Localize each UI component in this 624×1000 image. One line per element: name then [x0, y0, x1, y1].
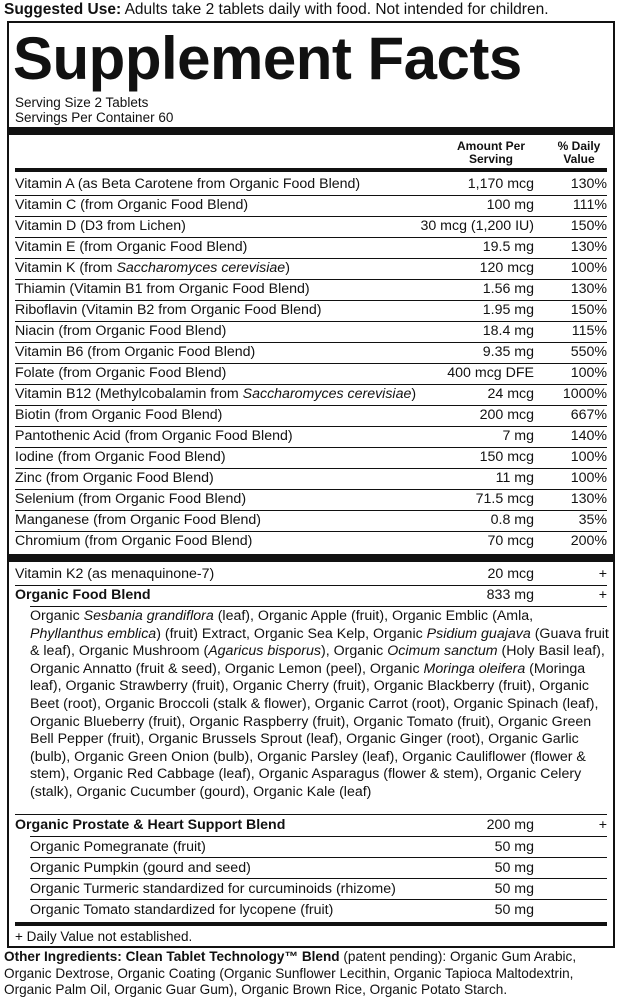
- blend-item-row: [15, 837, 607, 858]
- blend-item-row: [15, 879, 607, 900]
- nutrient-name: Niacin (from Organic Food Blend): [15, 323, 227, 339]
- serving-size: Serving Size 2 Tablets: [15, 95, 149, 110]
- daily-value-header: % Daily Value: [557, 139, 601, 166]
- nutrient-daily-value: 130%: [570, 281, 607, 297]
- ingredient-text: ) (fruit) Extract, Organic Sea Kelp, Organic: [156, 625, 427, 642]
- other-ingredients-text: (patent pending): Organic Gum Arabic, Organic Dextrose, Organic Coating (Organic Sunflower Lecithin, Organic Tapioca Maltodextrin, Organic Palm Oil, Organic Guar Gum), Organic Brown Rice, Organic Potato Starch.: [4, 949, 577, 997]
- nutrient-amount: 1.95 mg: [482, 302, 534, 318]
- blend-item-amount: 50 mg: [494, 881, 534, 897]
- nutrient-name: Vitamin B6 (from Organic Food Blend): [15, 344, 256, 360]
- nutrient-daily-value: 667%: [570, 407, 607, 423]
- nutrient-name: Vitamin E (from Organic Food Blend): [15, 239, 248, 255]
- other-ingredients-label: Other Ingredients: Clean Tablet Technology™ Blend: [4, 949, 340, 964]
- nutrient-daily-value: 100%: [570, 260, 607, 276]
- suggested-use: [4, 0, 620, 19]
- nutrient-name: Vitamin D (D3 from Lichen): [15, 218, 186, 234]
- supplement-facts-panel: [7, 21, 615, 948]
- nutrient-name: Pantothenic Acid (from Organic Food Blend): [15, 428, 293, 444]
- prostate-blend-row: Organic Prostate & Heart Support Blend 200 mg +: [15, 817, 607, 833]
- nutrient-row: [15, 195, 607, 217]
- nutrient-daily-value: 115%: [571, 323, 607, 339]
- nutrient-amount: 150 mcg: [479, 449, 534, 465]
- nutrient-row: [15, 489, 607, 511]
- nutrient-amount: 71.5 mcg: [475, 491, 534, 507]
- nutrient-name: Vitamin K (from Saccharomyces cerevisiae): [15, 260, 290, 276]
- nutrient-row: [15, 447, 607, 469]
- nutrient-amount: 7 mg: [502, 428, 534, 444]
- nutrient-name: Vitamin C (from Organic Food Blend): [15, 197, 249, 213]
- nutrient-amount: 30 mcg (1,200 IU): [420, 218, 534, 234]
- nutrient-name: Thiamin (Vitamin B1 from Organic Food Blend): [15, 281, 310, 297]
- botanical-name: Sesbania grandiflora: [83, 608, 214, 624]
- ingredient-text: (Guava fruit & leaf), Organic Mushroom (: [30, 625, 609, 660]
- nutrient-name: Riboflavin (Vitamin B2 from Organic Food Blend): [15, 302, 322, 318]
- nutrient-amount: 18.4 mg: [482, 323, 534, 339]
- amount-per-serving-header: Amount Per Serving: [456, 139, 525, 166]
- nutrient-amount: 19.5 mg: [482, 239, 534, 255]
- blend-item-amount: 50 mg: [494, 860, 534, 876]
- ingredient-text: (Holy Basil leaf), Organic Annatto (fruit & seed), Organic Lemon (peel), Organic: [30, 643, 605, 677]
- food-blend-ingredients: [30, 608, 610, 802]
- daily-value-note: + Daily Value not established.: [15, 929, 193, 944]
- ingredient-text: (Moringa leaf), Organic Strawberry (fruit), Organic Cherry (fruit), Organic Blackberry (fruit), Organic Beet (root), Organic Broccoli (stalk & flower), Organic Carrot (root), Organic Spinach (leaf), Organic Blueberry (fruit), Organic Raspberry (fruit), Organic Tomato (fruit), Organic Green Bell Pepper (fruit), Organic Brussels Sprout (leaf), Organic Ginger (root), Organic Garlic (bulb), Organic Green Onion (bulb), Organic Parsley (leaf), Organic Cauliflower (flower & stem), Organic Red Cabbage (leaf), Organic Asparagus (flower & stem), Organic Celery (stalk), Organic Cucumber (gourd), Organic Kale (leaf): [30, 660, 599, 800]
- nutrient-daily-value: 1000%: [562, 386, 607, 402]
- nutrient-row: [15, 237, 607, 259]
- nutrient-daily-value: 100%: [570, 449, 607, 465]
- blend-item-row: [15, 858, 607, 879]
- nutrient-daily-value: 130%: [570, 176, 607, 192]
- nutrient-name: Iodine (from Organic Food Blend): [15, 449, 226, 465]
- nutrient-daily-value: 130%: [570, 491, 607, 507]
- header-divider: [15, 168, 607, 172]
- nutrient-amount: 200 mcg: [479, 407, 534, 423]
- k2-row: Vitamin K2 (as menaquinone-7) 20 mcg +: [15, 564, 607, 586]
- botanical-name: Agaricus bisporus: [208, 643, 321, 660]
- nutrient-amount: 70 mcg: [487, 533, 534, 549]
- servings-per-container: Servings Per Container 60: [15, 110, 174, 125]
- nutrient-row: [15, 174, 607, 196]
- nutrient-name: Chromium (from Organic Food Blend): [15, 533, 253, 549]
- nutrient-daily-value: 35%: [578, 512, 607, 528]
- nutrient-row: [15, 258, 607, 280]
- nutrient-amount: 1,170 mcg: [467, 176, 534, 192]
- nutrient-row: [15, 468, 607, 490]
- ingredient-text: (leaf), Organic Apple (fruit), Organic Emblic (Amla,: [213, 608, 534, 624]
- panel-title: Supplement Facts: [13, 25, 522, 92]
- nutrient-amount: 24 mcg: [487, 386, 534, 402]
- bottom-divider: [15, 922, 607, 926]
- blend-item-amount: 50 mg: [494, 902, 534, 918]
- nutrient-daily-value: 550%: [570, 344, 607, 360]
- suggested-use-text: Adults take 2 tablets daily with food. Not intended for children.: [124, 1, 549, 18]
- nutrient-row: [15, 279, 607, 301]
- suggested-use-label: Suggested Use:: [4, 1, 122, 18]
- blend-divider: [30, 606, 607, 607]
- nutrient-row: [15, 216, 607, 238]
- nutrient-daily-value: 100%: [570, 365, 607, 381]
- nutrient-daily-value: 140%: [570, 428, 607, 444]
- nutrient-daily-value: 100%: [570, 470, 607, 486]
- nutrient-row: [15, 384, 607, 406]
- nutrient-name: Folate (from Organic Food Blend): [15, 365, 227, 381]
- nutrient-amount: 1.56 mg: [482, 281, 534, 297]
- nutrient-row: [15, 510, 607, 532]
- nutrient-row: [15, 300, 607, 322]
- nutrient-amount: 400 mcg DFE: [447, 365, 534, 381]
- blend-item-name: Organic Tomato standardized for lycopene (fruit): [30, 902, 334, 918]
- botanical-name: Psidium guajava: [426, 625, 531, 642]
- nutrient-amount: 100 mg: [486, 197, 534, 213]
- ingredient-text: Organic: [30, 608, 84, 624]
- blend-item-name: Organic Pumpkin (gourd and seed): [30, 860, 251, 876]
- nutrient-row: [15, 321, 607, 343]
- ingredient-text: ), Organic: [320, 643, 388, 660]
- nutrient-name: Selenium (from Organic Food Blend): [15, 491, 247, 507]
- nutrient-name: Vitamin A (as Beta Carotene from Organic Food Blend): [15, 176, 361, 192]
- blend-item-amount: 50 mg: [494, 839, 534, 855]
- other-ingredients: [4, 949, 620, 999]
- nutrient-daily-value: 200%: [570, 533, 607, 549]
- thick-divider: [9, 554, 613, 562]
- nutrient-name: Manganese (from Organic Food Blend): [15, 512, 262, 528]
- nutrient-amount: 11 mg: [495, 470, 534, 486]
- blend-item-row: [15, 900, 607, 921]
- botanical-name: Phyllanthus emblica: [30, 625, 157, 642]
- blend-item-name: Organic Turmeric standardized for curcuminoids (rhizome): [30, 881, 396, 897]
- botanical-name: Ocimum sanctum: [387, 643, 498, 660]
- nutrient-amount: 120 mcg: [479, 260, 534, 276]
- thick-divider: [9, 127, 613, 135]
- nutrient-daily-value: 130%: [570, 239, 607, 255]
- nutrient-row: [15, 342, 607, 364]
- blend-item-name: Organic Pomegranate (fruit): [30, 839, 206, 855]
- nutrient-name: Zinc (from Organic Food Blend): [15, 470, 214, 486]
- nutrient-daily-value: 150%: [570, 302, 607, 318]
- nutrient-row: [15, 405, 607, 427]
- botanical-name: Moringa oleifera: [423, 660, 526, 677]
- food-blend-row: Organic Food Blend 833 mg +: [15, 587, 607, 603]
- nutrient-row: [15, 531, 607, 552]
- nutrient-amount: 0.8 mg: [490, 512, 534, 528]
- nutrient-row: [15, 363, 607, 385]
- nutrient-name: Vitamin B12 (Methylcobalamin from Saccharomyces cerevisiae): [15, 386, 417, 402]
- nutrient-daily-value: 150%: [570, 218, 607, 234]
- nutrient-name: Biotin (from Organic Food Blend): [15, 407, 223, 423]
- nutrient-row: [15, 426, 607, 448]
- nutrient-amount: 9.35 mg: [482, 344, 534, 360]
- nutrient-daily-value: 111%: [572, 197, 607, 213]
